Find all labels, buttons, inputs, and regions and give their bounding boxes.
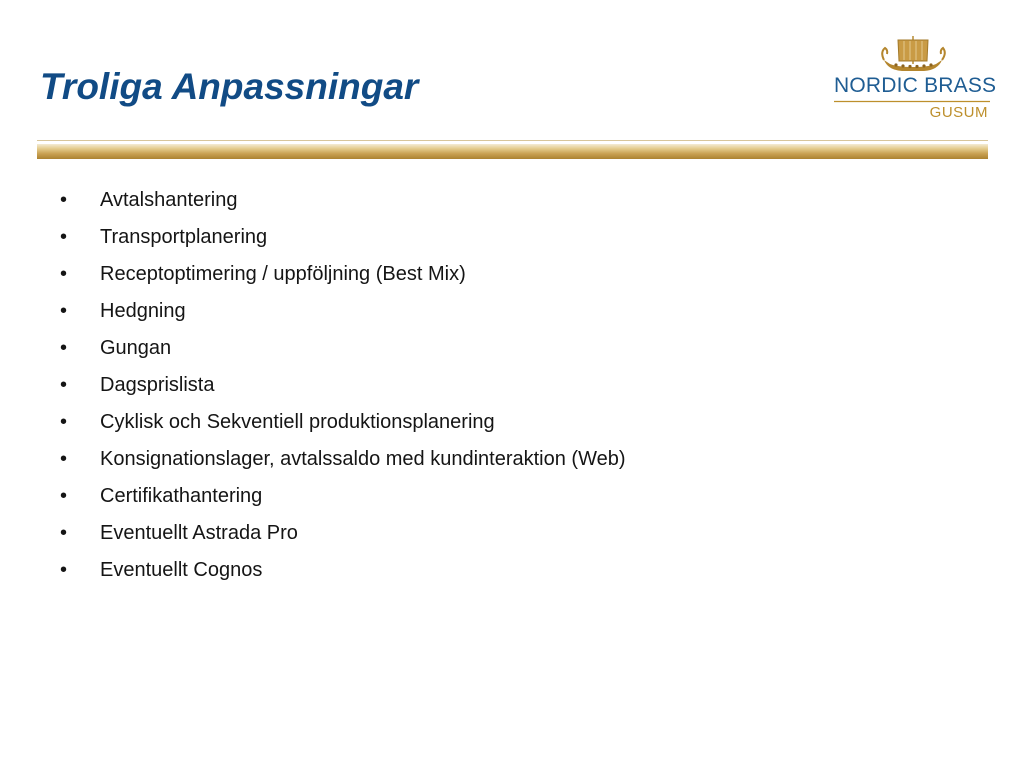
list-item-text: Dagsprislista — [100, 374, 215, 396]
company-logo — [832, 34, 997, 124]
list-item — [60, 294, 626, 331]
bullet-dot: • — [60, 559, 68, 581]
list-item — [60, 331, 626, 368]
list-item — [60, 442, 626, 479]
bullet-dot: • — [60, 374, 68, 396]
header-divider-line — [37, 140, 988, 141]
list-item-text: Eventuellt Cognos — [100, 559, 263, 581]
bullet-dot: • — [60, 485, 68, 507]
list-item-text: Hedgning — [100, 300, 186, 322]
list-item — [60, 479, 626, 516]
bullet-dot: • — [60, 448, 68, 470]
logo-brand-text: NORDIC BRASS — [834, 74, 997, 97]
bullet-list — [60, 183, 626, 590]
logo-divider — [834, 100, 990, 103]
list-item-text: Cyklisk och Sekventiell produktionsplanering — [100, 411, 495, 433]
list-item — [60, 368, 626, 405]
list-item — [60, 553, 626, 590]
bullet-dot: • — [60, 226, 68, 248]
list-item-text: Konsignationslager, avtalssaldo med kundinteraktion (Web) — [100, 448, 626, 470]
logo-sub-text: GUSUM — [929, 104, 988, 121]
list-item-text: Gungan — [100, 337, 172, 359]
bullet-dot: • — [60, 263, 68, 285]
viking-ship-icon — [832, 34, 992, 76]
list-item-text: Certifikathantering — [100, 485, 263, 507]
list-item-text: Eventuellt Astrada Pro — [100, 522, 298, 544]
bullet-dot: • — [60, 337, 68, 359]
bullet-dot: • — [60, 522, 68, 544]
bullet-dot: • — [60, 411, 68, 433]
list-item-text: Avtalshantering — [100, 189, 238, 211]
slide-title: Troliga Anpassningar — [40, 66, 419, 107]
list-item-text: Transportplanering — [100, 226, 268, 248]
header-divider-bar — [37, 144, 988, 159]
list-item — [60, 257, 626, 294]
list-item — [60, 516, 626, 553]
list-item — [60, 405, 626, 442]
list-item-text: Receptoptimering / uppföljning (Best Mix) — [100, 263, 466, 285]
bullet-dot: • — [60, 189, 68, 211]
list-item — [60, 183, 626, 220]
list-item — [60, 220, 626, 257]
bullet-dot: • — [60, 300, 68, 322]
